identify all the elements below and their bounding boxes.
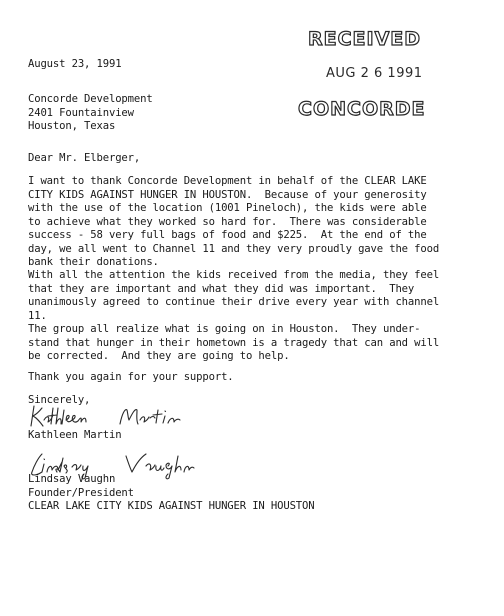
address-line-city: Houston, Texas xyxy=(28,120,116,132)
signer-2-name: Lindsay Vaughn xyxy=(28,473,116,485)
paragraph-line: success - 58 very full bags of food and $225. At the end of the xyxy=(28,229,427,241)
paragraph-line: unanimously agreed to continue their drive every year with channel xyxy=(28,296,440,308)
signer-2-organization: CLEAR LAKE CITY KIDS AGAINST HUNGER IN HOUSTON xyxy=(28,500,315,512)
paragraph-3 xyxy=(28,323,439,364)
salutation: Dear Mr. Elberger, xyxy=(28,152,141,164)
paragraph-line: with the use of the location (1001 Pineloch), the kids were able xyxy=(28,202,427,214)
paragraph-line: With all the attention the kids received from the media, they feel xyxy=(28,269,440,281)
paragraph-2 xyxy=(28,269,439,323)
thank-you-line: Thank you again for your support. xyxy=(28,371,234,383)
received-stamp-date: AUG 2 6 1991 xyxy=(326,66,423,81)
paragraph-1 xyxy=(28,175,439,270)
received-stamp: RECEIVED xyxy=(308,28,422,50)
address-line-company: Concorde Development xyxy=(28,93,153,105)
paragraph-line: The group all realize what is going on in Houston. They under- xyxy=(28,323,421,335)
paragraph-line: to achieve what they worked so hard for. There was considerable xyxy=(28,215,427,228)
signer-2-title: Founder/President xyxy=(28,486,134,499)
paragraph-line: CITY KIDS AGAINST HUNGER IN HOUSTON. Because of your generosity xyxy=(28,188,427,201)
recipient-address xyxy=(28,93,153,134)
paragraph-line: day, we all went to Channel 11 and they very proudly gave the food xyxy=(28,242,440,255)
paragraph-line: stand that hunger in their hometown is a tragedy that can and will xyxy=(28,336,440,349)
paragraph-line: I want to thank Concorde Development in behalf of the CLEAR LAKE xyxy=(28,175,427,187)
signer-1-name: Kathleen Martin xyxy=(28,429,122,441)
concorde-stamp: CONCORDE xyxy=(298,98,426,120)
paragraph-line: that they are important and what they did was important. They xyxy=(28,282,415,295)
paragraph-line: be corrected. And they are going to help. xyxy=(28,350,290,362)
closing: Sincerely, xyxy=(28,394,91,406)
address-line-street: 2401 Fountainview xyxy=(28,106,134,119)
paragraph-line: 11. xyxy=(28,309,47,322)
paragraph-line: bank their donations. xyxy=(28,256,159,268)
signer-2-block xyxy=(28,473,315,514)
letter-date: August 23, 1991 xyxy=(28,58,122,70)
kathleen-martin-signature xyxy=(28,400,208,430)
